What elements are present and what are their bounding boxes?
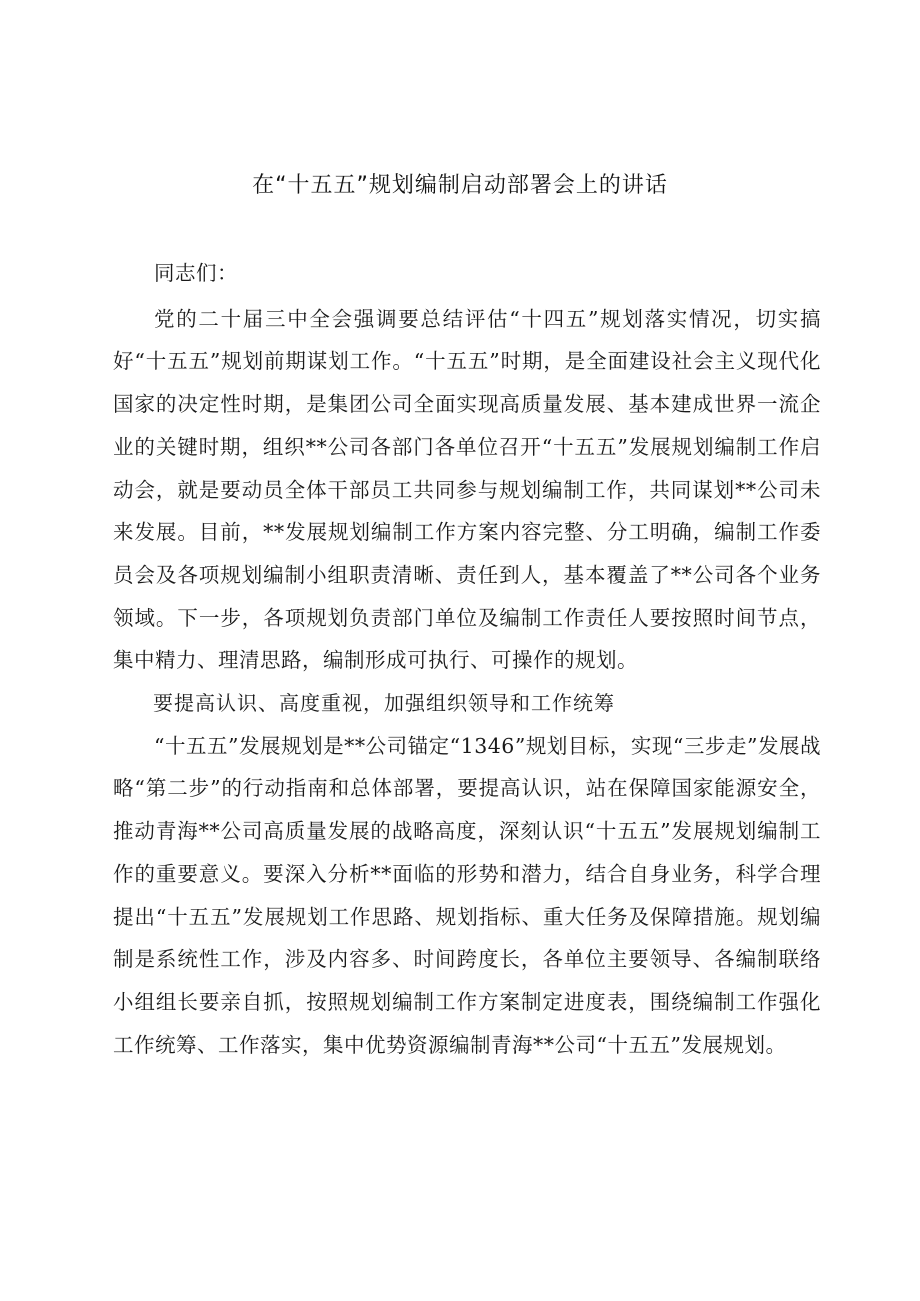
paragraph-section-1: “十五五”发展规划是**公司锚定“1346”规划目标，实现“三步走”发展战略“第二步”的行动指南和总体部署，要提高认识，站在保障国家能源安全，推动青海**公司高质量发展的战略高度，深刻认识“十五五”发展规划编制工作的重要意义。要深入分析**面临的形势和潜力，结合自身业务，科学合理提出“十五五”发展规划工作思路、规划指标、重大任务及保障措施。规划编制是系统性工作，涉及内容多、时间跨度长，各单位主要领导、各编制联络小组组长要亲自抓，按照规划编制工作方案制定进度表，围绕编制工作强化工作统筹、工作落实，集中优势资源编制青海**公司“十五五”发展规划。 xyxy=(113,733,821,1057)
salutation: 同志们： xyxy=(154,261,238,285)
section-heading: 要提高认识、高度重视，加强组织领导和工作统筹 xyxy=(153,691,615,716)
document-title: 在“十五五”规划编制启动部署会上的讲话 xyxy=(252,173,668,198)
document-body xyxy=(113,252,821,1066)
paragraph-intro: 党的二十届三中全会强调要总结评估“十四五”规划落实情况，切实搞好“十五五”规划前期谋划工作。“十五五”时期，是全面建设社会主义现代化国家的决定性时期，是集团公司全面实现高质量发展、基本建成世界一流企业的关键时期，组织**公司各部门各单位召开“十五五”发展规划编制工作启动会，就是要动员全体干部员工共同参与规划编制工作，共同谋划**公司未来发展。目前，**发展规划编制工作方案内容完整、分工明确，编制工作委员会及各项规划编制小组职责清晰、责任到人，基本覆盖了**公司各个业务领域。下一步，各项规划负责部门单位及编制工作责任人要按照时间节点，集中精力、理清思路，编制形成可执行、可操作的规划。 xyxy=(113,306,821,673)
